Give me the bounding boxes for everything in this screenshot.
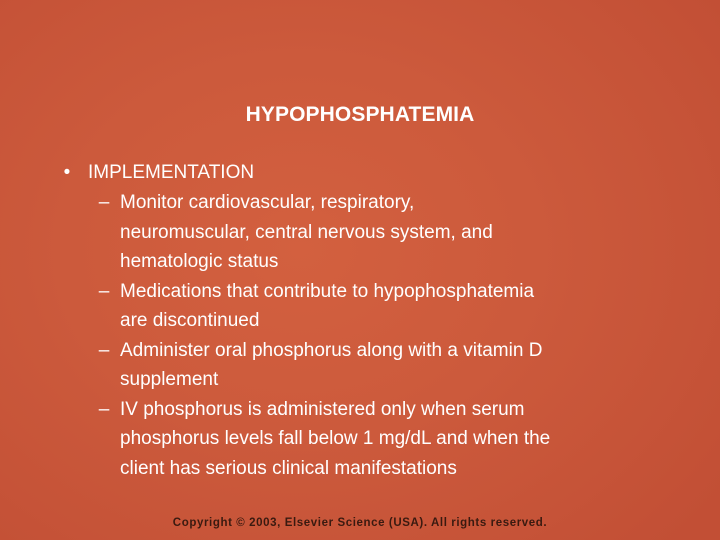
sub-item-line: IV phosphorus is administered only when serum <box>120 398 525 420</box>
sub-item <box>0 277 720 336</box>
sub-item-text <box>120 336 680 395</box>
sub-item-text <box>120 188 680 277</box>
sub-item-line: Monitor cardiovascular, respiratory, <box>120 192 415 213</box>
sub-item-text <box>120 277 680 336</box>
slide-title: HYPOPHOSPHATEMIA <box>245 103 475 126</box>
sub-item-line: are discontinued <box>120 310 260 331</box>
sub-list <box>0 188 720 483</box>
sub-item-line: phosphorus levels fall below 1 mg/dL and when the <box>120 428 551 449</box>
sub-item <box>0 395 720 484</box>
sub-item-line: Administer oral phosphorus along with a vitamin D <box>120 339 543 361</box>
sub-item <box>0 188 720 277</box>
sub-item-line: Medications that contribute to hypophosphatemia <box>120 280 535 302</box>
sub-item-line: neuromuscular, central nervous system, and <box>120 221 493 243</box>
sub-item-text <box>120 395 680 484</box>
copyright-footer: Copyright © 2003, Elsevier Science (USA). All rights reserved. <box>172 517 548 529</box>
bullet-marker: • <box>63 162 71 183</box>
sub-item-line: client has serious clinical manifestations <box>120 457 457 479</box>
bullet-text: IMPLEMENTATION <box>88 162 255 183</box>
sub-item-marker: – <box>98 339 110 361</box>
sub-item-line: hematologic status <box>120 251 279 272</box>
sub-item-marker: – <box>98 192 110 213</box>
sub-item <box>0 336 720 395</box>
sub-item-marker: – <box>98 398 110 420</box>
sub-item-line: supplement <box>120 369 219 390</box>
sub-item-marker: – <box>98 280 110 302</box>
bullet-item <box>0 158 720 188</box>
